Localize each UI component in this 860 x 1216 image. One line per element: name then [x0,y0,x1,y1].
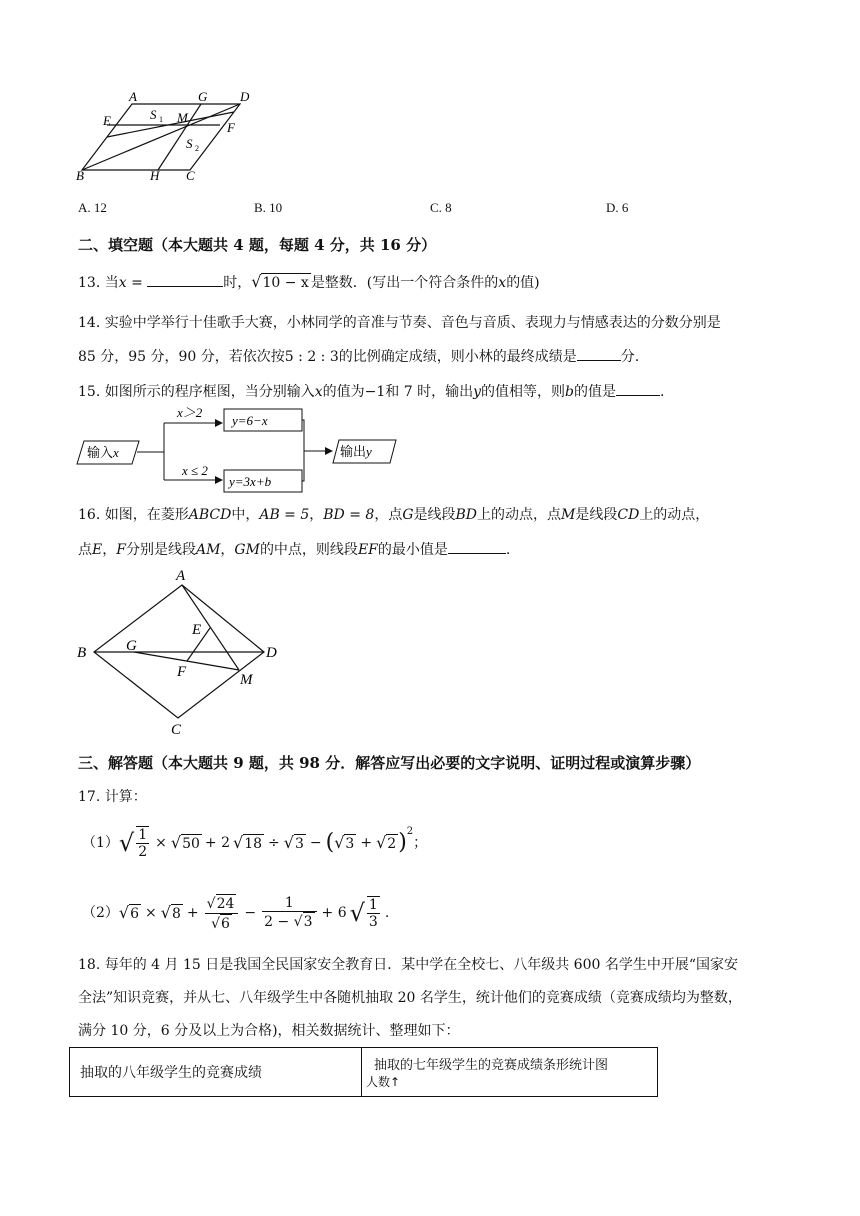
section-heading-3: 三、解答题（本大题共 9 题，共 98 分．解答应写出必要的文字说明、证明过程或演算步骤） [78,754,701,772]
question-18-line3: 满分 10 分，6 分及以上为合格)，相关数据统计、整理如下： [78,1023,460,1039]
label-A: A [129,89,137,104]
q15-pre: 15. 如图所示的程序框图，当分别输入 [78,384,315,400]
fig16-label-F: F [177,664,187,680]
q16-s4: 是线段 [413,507,456,523]
q16-ab: AB = 5 [259,507,310,523]
q16-c2: ， [220,542,235,558]
label-E: E [103,113,111,128]
q15-var-b: b [565,384,574,400]
q17-frac-1-over: $\frac{1}{2 - √3}$ [262,895,316,931]
q13-eq: = [126,275,148,291]
q16-s1: 中， [231,507,260,523]
q15-mid1: 的值为 [322,384,365,400]
q16-bd2: BD [455,507,478,523]
label-C: C [186,168,195,182]
section-heading-2: 二、填空题（本大题共 4 题，每题 4 分，共 16 分） [78,236,437,254]
q16-line2-tail: 的最小值是 [377,542,448,558]
q17-p2-label: （2） [82,905,119,921]
q17-frac-half: $\frac{1}{2}$ [138,827,148,860]
label-F: F [227,120,235,135]
q13-after-blank: 时， [223,275,252,291]
q16-s2: ， [309,507,324,523]
label-B: B [76,168,84,182]
q16-s3: ，点 [374,507,403,523]
question-15 [78,381,664,402]
q16-am: AM [195,542,221,558]
q13-radicand: 10 − x [262,275,309,291]
q16-c1: ， [102,542,117,558]
question-17-title: 17. 计算： [78,789,147,805]
choice-b: B. 10 [254,200,283,215]
flowchart-q15 [74,403,404,497]
label-G: G [198,89,208,104]
choice-d: D. 6 [606,200,629,215]
q17-p1-label: （1） [82,835,119,851]
fig16-label-G: G [126,638,137,654]
choice-a: A. 12 [78,200,107,215]
q16-e: E [92,542,103,558]
choice-c: C. 8 [430,200,452,215]
q14-ratio: 5 : 2 : 3 [284,349,339,365]
q16-ef: EF [357,542,378,558]
q18-table [69,1047,658,1097]
fig16-label-D: D [266,645,277,661]
q15-var-x: x [314,384,323,400]
q17-part1: （1） √ $\frac{1}{2}$ × √ 50 + 2 √ 18 ÷ √ 3 − ( √ 3 + √ 2 ) $^2$ ； [82,826,428,860]
q17-frac-third: $\frac{1}{3}$ [368,897,378,930]
q16-end: . [505,542,511,558]
question-14-line1: 14. 实验中学举行十佳歌手大赛，小林同学的音准与节奏、音色与音质、表现力与情感表达的分数分别是 [78,315,721,331]
q14-line2-post: 的比例确定成绩，则小林的最终成绩是 [338,349,577,365]
answer-blank-16 [448,539,506,554]
q13-post: 是整数．(写出一个符合条件的 [310,275,499,291]
label-D: D [240,89,250,104]
q15-mid2: 和 7 时，输出 [385,384,474,400]
q13-tail: 的值) [506,275,540,291]
q14-line2-pre: 85 分，95 分，90 分，若依次按 [78,349,285,365]
q16-s5: 上的动点，点 [477,507,562,523]
q13-var: x [118,275,127,291]
flow-box-bottom-text: y=3x+b [229,474,272,489]
label-S2-sub: 2 [195,144,199,153]
q16-g: G [402,507,414,523]
q16-name: ABCD [188,507,232,523]
label-S1-sub: 1 [159,115,163,124]
q16-line2-mid2: 的中点，则线段 [259,542,358,558]
fig16-label-A: A [176,568,186,584]
q16-m: M [561,507,576,523]
q17-part2: （2） √ 6 × √ 8 + $\frac{√24}{√6}$ − $\frac{1}{2 - √3}$ + 6 √ $\frac{1}{3}$ . [82,895,390,932]
q18-table-left: 抽取的八年级学生的竞赛成绩 [70,1048,362,1097]
fig16-label-M: M [240,672,253,688]
flow-cond-bottom: x ≤ 2 [182,463,208,478]
flow-cond-top: x＞2 [177,405,203,420]
answer-blank-15 [616,381,660,396]
q18-chart-title: 抽取的七年级学生的竞赛成绩条形统计图 [374,1058,609,1073]
q16-pre: 16. 如图，在菱形 [78,507,189,523]
q16-line2-pre: 点 [78,542,92,558]
q16-line2-mid: 分别是线段 [125,542,196,558]
question-16-line2 [78,539,510,560]
q16-gm: GM [234,542,260,558]
q13-pre: 13. 当 [78,275,119,291]
q18-table-right [362,1048,658,1097]
answer-blank-14 [577,346,621,361]
q16-s7: 上的动点， [639,507,710,523]
figure-q16 [74,566,294,738]
q17-frac-24-6: $\frac{√24}{√6}$ [205,894,239,933]
q16-cd: CD [617,507,640,523]
fig16-label-B: B [77,645,87,661]
question-18-line1: 18. 每年的 4 月 15 日是我国全民国家安全教育日．某中学在全校七、八年级共 600 名学生中开展“国家安 [78,957,739,973]
label-H: H [150,168,160,182]
q18-chart-axis-label: 人数↑ [366,1075,401,1089]
q15-end: . [659,384,665,400]
question-14-line2 [78,346,639,367]
question-18-line2: 全法”知识竞赛，并从七、八年级学生中各随机抽取 20 名学生，统计他们的竞赛成绩（竞赛成绩均为整数， [78,990,742,1006]
axis-up-arrow-icon: ↑ [390,1075,401,1089]
q13-var2: x [498,275,507,291]
question-16-line1 [78,505,709,525]
label-M: M [177,110,188,125]
flow-box-top-text: y=6−x [232,413,268,428]
q16-f: F [116,542,126,558]
q15-val1: −1 [364,384,386,400]
label-S1: S [150,107,157,122]
question-13: 13. 当x = 时，√10 − x 是整数．(写出一个符合条件的x的值) [78,272,540,291]
flow-output-label: 输出y [340,444,372,459]
flow-input-label: 输入x [87,445,119,460]
q14-line2-tail: 分. [620,349,640,365]
label-S2: S [186,136,193,151]
q16-bd: BD = 8 [323,507,375,523]
answer-blank-13 [147,272,223,287]
q15-mid3: 的值相等，则 [481,384,565,400]
q16-s6: 是线段 [575,507,618,523]
fig16-label-E: E [192,622,202,638]
q15-var-y: y [473,384,481,400]
q15-tail: 的值是 [573,384,616,400]
figure-q12 [70,88,270,182]
fig16-label-C: C [171,722,182,738]
